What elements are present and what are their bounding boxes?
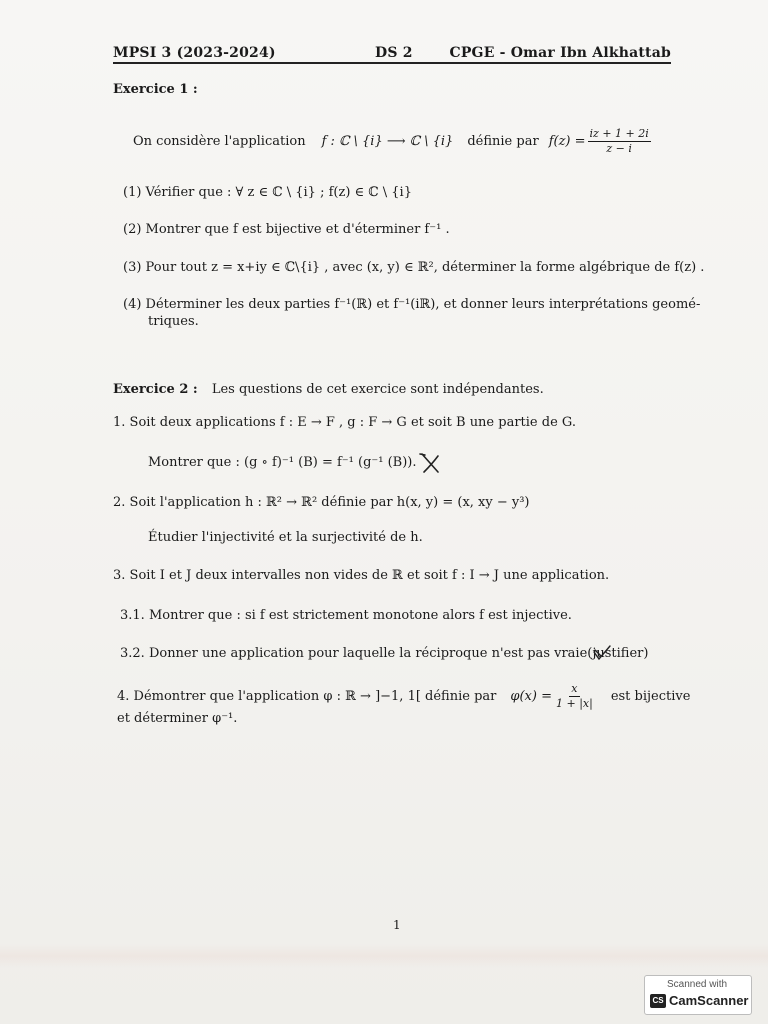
part-4-line-1 [117, 678, 690, 714]
fraction-phi-denominator: 1 + |x| [555, 696, 593, 710]
fraction-phi-numerator: x [571, 682, 578, 696]
question-4-line-2: triques. [148, 314, 199, 329]
scanner-caption: Scanned with [667, 979, 728, 990]
question-3: (3) Pour tout z = x+iy ∈ ℂ\{i} , avec (x, y) ∈ ℝ², déterminer la forme algébrique de f(z) . [123, 260, 705, 275]
intro-map: f : ℂ \ {i} ⟶ ℂ \ {i} [321, 133, 454, 149]
part-1-question: Montrer que : (g ∘ f)⁻¹ (B) = f⁻¹ (g⁻¹ (B)). [148, 455, 417, 470]
school-name: CPGE - Omar Ibn Alkhattab [449, 45, 671, 61]
exercise-1-intro [133, 124, 653, 158]
camscanner-logo-icon: CS [650, 994, 666, 1008]
handwritten-check-mark [592, 644, 612, 662]
part-3-statement: 3. Soit I et J deux intervalles non vides de ℝ et soit f : I → J une application. [113, 568, 610, 583]
intro-defined-by: définie par [467, 133, 539, 149]
part-3-2: 3.2. Donner une application pour laquelle la réciproque n'est pas vraie(justifier) [120, 646, 649, 661]
part-4-phi: φ(x) = [510, 688, 552, 704]
intro-text: On considère l'application [133, 133, 306, 149]
question-4-line-1: (4) Déterminer les deux parties f⁻¹(ℝ) et f⁻¹(iℝ), et donner leurs interprétations geomé- [123, 297, 701, 312]
fraction-fz [588, 127, 651, 154]
part-4-line-2: et déterminer φ⁻¹. [117, 711, 238, 726]
exercise-2-subtitle: Les questions de cet exercice sont indépendantes. [211, 382, 544, 397]
part-1-statement: 1. Soit deux applications f : E → F , g : F → G et soit B une partie de G. [113, 415, 576, 430]
exercise-2-title: Exercice 2 : [113, 382, 198, 397]
part-4-text: 4. Démontrer que l'application φ : ℝ → ]−1, 1[ définie par [117, 688, 497, 704]
intro-fz: f(z) = [548, 133, 586, 149]
exam-title: DS 2 [375, 45, 413, 61]
class-year: MPSI 3 (2023-2024) [113, 45, 276, 61]
header-divider [113, 62, 671, 64]
part-4-bijective: est bijective [610, 688, 691, 704]
camscanner-badge [644, 975, 752, 1015]
part-2-question: Étudier l'injectivité et la surjectivité de h. [148, 530, 423, 545]
scan-shadow [0, 944, 768, 968]
scanner-name: CamScanner [669, 993, 749, 1008]
fraction-denominator: z − i [606, 141, 632, 155]
part-2-statement: 2. Soit l'application h : ℝ² → ℝ² définie par h(x, y) = (x, xy − y³) [113, 495, 530, 510]
handwritten-cross-mark [418, 450, 444, 476]
part-3-1: 3.1. Montrer que : si f est strictement monotone alors f est injective. [120, 608, 572, 623]
document-header [113, 45, 671, 61]
question-1: (1) Vérifier que : ∀ z ∈ ℂ \ {i} ; f(z) ∈ ℂ \ {i} [123, 185, 412, 200]
page-number: 1 [393, 918, 401, 932]
exercise-2-heading [113, 382, 544, 397]
exercise-1-title: Exercice 1 : [113, 82, 198, 97]
question-2: (2) Montrer que f est bijective et d'éterminer f⁻¹ . [123, 222, 450, 237]
fraction-phi [554, 682, 595, 709]
fraction-numerator: iz + 1 + 2i [589, 127, 649, 141]
